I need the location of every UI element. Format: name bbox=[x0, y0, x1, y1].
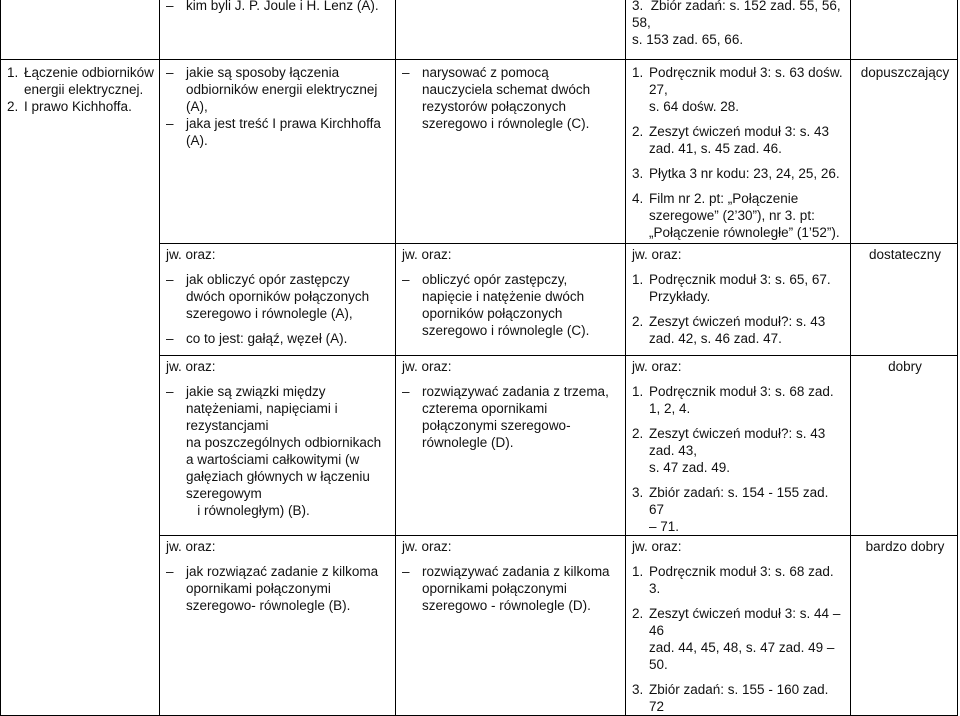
resource-text: Zbiór zadań: s. 155 - 160 zad. 72 bbox=[649, 682, 829, 714]
dash-bullet: – bbox=[166, 0, 174, 13]
abilities-cell bbox=[396, 536, 626, 716]
list-item bbox=[402, 64, 621, 132]
resource-text: Podręcznik moduł 3: s. 68 zad. 1, 2, 4. bbox=[649, 384, 834, 416]
resource-text: Zeszyt ćwiczeń moduł?: s. 43 zad. 43, s. 47 zad. 49. bbox=[649, 426, 826, 475]
resource-number: 2. bbox=[632, 606, 644, 621]
resource-text: Zbiór zadań: s. 154 - 155 zad. 67 – 71. bbox=[649, 485, 829, 534]
resource-item bbox=[632, 383, 846, 417]
resource-text: Podręcznik moduł 3: s. 68 zad. 3. bbox=[649, 564, 834, 596]
resource-number: 2. bbox=[632, 426, 644, 441]
resource-item bbox=[632, 123, 846, 157]
dash-bullet: – bbox=[166, 564, 174, 579]
resource-item bbox=[632, 425, 846, 476]
resources-cell bbox=[626, 244, 851, 356]
resource-number: 2. bbox=[632, 124, 644, 139]
list-item bbox=[402, 271, 621, 339]
grade-label: bardzo dobry bbox=[865, 539, 945, 554]
dash-bullet: – bbox=[166, 65, 174, 80]
resource-number: 1. bbox=[632, 65, 644, 80]
resource-item bbox=[632, 563, 846, 597]
resource-text: Zeszyt ćwiczeń moduł?: s. 43 zad. 42, s. 46 zad. 47. bbox=[649, 314, 826, 346]
skills-text: kim byli J. P. Joule i H. Lenz (A). bbox=[186, 0, 379, 13]
list-item bbox=[402, 563, 621, 614]
abilities-text: obliczyć opór zastępczy, napięcie i natężenie dwóch oporników połączonych szeregowo i równolegle (C). bbox=[422, 272, 590, 338]
grade-cell bbox=[851, 536, 958, 716]
skills-text: jak obliczyć opór zastępczy dwóch oporników połączonych szeregowo i równolegle (A), bbox=[186, 272, 370, 321]
resource-number: 4. bbox=[632, 191, 644, 206]
grade-cell bbox=[851, 60, 958, 244]
skills-cell bbox=[160, 536, 396, 716]
resource-item bbox=[632, 190, 846, 241]
resource-number: 2. bbox=[632, 314, 644, 329]
skills-text: jaka jest treść I prawa Kirchhoffa (A). bbox=[186, 116, 381, 148]
topic-title: I prawo Kichhoffa. bbox=[24, 99, 132, 114]
resource-item bbox=[632, 313, 846, 347]
row-prefix: jw. oraz: bbox=[632, 247, 682, 262]
skills-cell bbox=[160, 244, 396, 356]
skills-text: co to jest: gałąź, węzeł (A). bbox=[186, 331, 348, 346]
resource-item bbox=[632, 605, 846, 673]
resource-number: 1. bbox=[632, 272, 644, 287]
topic-cell bbox=[1, 60, 160, 716]
abilities-cell bbox=[396, 60, 626, 244]
abilities-text: rozwiązywać zadania z kilkoma opornikami połączonymi szeregowo - równolegle (D). bbox=[422, 564, 610, 613]
topic-item bbox=[7, 98, 155, 115]
resource-text: Film nr 2. pt: „Połączenie szeregowe” (2’30”), nr 3. pt: „Połączenie równoległe” (1’52”). bbox=[649, 191, 840, 240]
list-item bbox=[166, 330, 391, 347]
resource-text: Zeszyt ćwiczeń moduł 3: s. 43 zad. 41, s. 45 zad. 46. bbox=[649, 124, 830, 156]
resource-number: 1. bbox=[632, 564, 644, 579]
row-prefix: jw. oraz: bbox=[632, 539, 682, 554]
dash-bullet: – bbox=[402, 564, 410, 579]
topic-item bbox=[7, 64, 155, 98]
resource-item bbox=[632, 64, 846, 115]
table-row bbox=[1, 60, 958, 244]
list-item bbox=[166, 115, 391, 149]
list-item bbox=[166, 64, 391, 115]
dash-bullet: – bbox=[402, 65, 410, 80]
row-prefix: jw. oraz: bbox=[166, 359, 216, 374]
grade-label: dostateczny bbox=[868, 247, 942, 262]
skills-cell-top bbox=[160, 0, 396, 60]
skills-cell bbox=[160, 356, 396, 536]
dash-bullet: – bbox=[166, 272, 174, 287]
topic-number: 1. bbox=[7, 65, 19, 80]
row-prefix: jw. oraz: bbox=[402, 359, 452, 374]
skills-cell bbox=[160, 60, 396, 244]
grade-cell bbox=[851, 356, 958, 536]
row-prefix: jw. oraz: bbox=[166, 247, 216, 262]
resource-number: 3. bbox=[632, 166, 644, 181]
resource-text: Podręcznik moduł 3: s. 65, 67. Przykłady. bbox=[649, 272, 831, 304]
resources-cell bbox=[626, 536, 851, 716]
resources-cell bbox=[626, 60, 851, 244]
grade-label: dopuszczający bbox=[860, 65, 950, 80]
resource-number: 3. bbox=[632, 485, 644, 500]
row-prefix: jw. oraz: bbox=[402, 247, 452, 262]
list-item bbox=[166, 383, 391, 519]
abilities-cell bbox=[396, 356, 626, 536]
list-item bbox=[166, 563, 391, 614]
resources-cell bbox=[626, 356, 851, 536]
grade-cell bbox=[851, 244, 958, 356]
resource-text: Podręcznik moduł 3: s. 63 dośw. 27, s. 64 dośw. 28. bbox=[649, 65, 843, 114]
table-row-continuation bbox=[1, 0, 958, 60]
resource-item bbox=[632, 484, 846, 535]
topic-title: Łączenie odbiorników energii elektrycznej. bbox=[24, 65, 154, 97]
topic-number: 2. bbox=[7, 99, 19, 114]
abilities-text: rozwiązywać zadania z trzema, czterema opornikami połączonymi szeregowo- równolegle (D). bbox=[422, 384, 609, 450]
dash-bullet: – bbox=[166, 384, 174, 399]
dash-bullet: – bbox=[402, 384, 410, 399]
resources-text: 3. Zbiór zadań: s. 152 zad. 55, 56, 58, s. 153 zad. 65, 66. bbox=[632, 0, 841, 47]
dash-bullet: – bbox=[402, 272, 410, 287]
skills-text: jakie są związki między natężeniami, napięciami i rezystancjami na poszczególnych odbiornikach a wartościami całkowitymi (w gałęziach głównych w łączeniu szeregowym i równoległym) (B). bbox=[186, 384, 382, 518]
resource-text: Zeszyt ćwiczeń moduł 3: s. 44 – 46 zad. 44, 45, 48, s. 47 zad. 49 – 50. bbox=[649, 606, 841, 672]
row-prefix: jw. oraz: bbox=[632, 359, 682, 374]
resource-item bbox=[632, 271, 846, 305]
list-item bbox=[402, 383, 621, 451]
resources-cell-top bbox=[626, 0, 851, 60]
resource-item bbox=[632, 165, 846, 182]
list-item bbox=[166, 0, 391, 14]
abilities-text: narysować z pomocą nauczyciela schemat dwóch rezystorów połączonych szeregowo i równolegle (C). bbox=[422, 65, 591, 131]
dash-bullet: – bbox=[166, 116, 174, 131]
skills-text: jak rozwiązać zadanie z kilkoma opornikami połączonymi szeregowo- równolegle (B). bbox=[186, 564, 379, 613]
resource-item bbox=[632, 681, 846, 715]
row-prefix: jw. oraz: bbox=[166, 539, 216, 554]
topic-cell-top bbox=[1, 0, 160, 60]
grade-label: dobry bbox=[888, 359, 922, 374]
resource-number: 3. bbox=[632, 682, 644, 697]
resource-number: 1. bbox=[632, 384, 644, 399]
list-item bbox=[166, 271, 391, 322]
abilities-cell bbox=[396, 244, 626, 356]
skills-text: jakie są sposoby łączenia odbiorników energii elektrycznej (A), bbox=[186, 65, 378, 114]
dash-bullet: – bbox=[166, 331, 174, 346]
grade-cell-top bbox=[851, 0, 958, 60]
abilities-cell-top bbox=[396, 0, 626, 60]
row-prefix: jw. oraz: bbox=[402, 539, 452, 554]
resource-text: Płytka 3 nr kodu: 23, 24, 25, 26. bbox=[649, 166, 840, 181]
